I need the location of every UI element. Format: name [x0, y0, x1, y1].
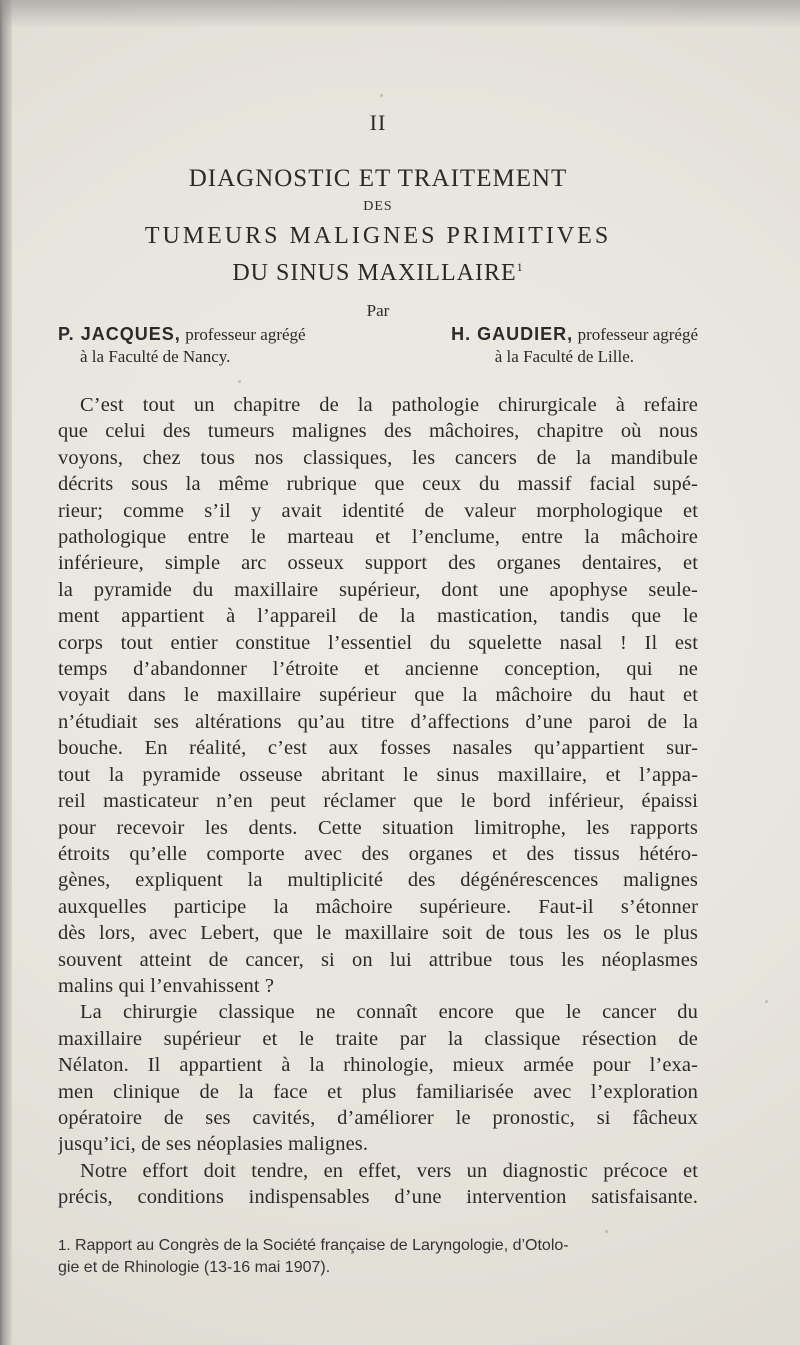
title-line-3-text: DU SINUS MAXILLAIRE — [232, 260, 517, 286]
body-line: temps d’abandonner l’étroite et ancienne conception, qui ne — [58, 658, 698, 681]
body-line: dès lors, avec Lebert, que le maxillaire soit de tous les os le plus — [58, 922, 698, 945]
body-line: gènes, expliquent la multiplicité des dégénérescences malignes — [58, 869, 698, 892]
body-line: malins qui l’envahissent ? — [58, 974, 275, 997]
body-line: jusqu’ici, de ses néoplasies malignes. — [58, 1133, 369, 1156]
body-line: Notre effort doit tendre, en effet, vers un diagnostic précoce et — [80, 1159, 698, 1182]
footnote-text-1: Rapport au Congrès de la Société française de Laryngologie, d’Otolo- — [74, 1236, 569, 1254]
footnote-line-2: gie et de Rhinologie (13-16 mai 1907). — [58, 1258, 331, 1276]
section-number: II — [369, 110, 387, 135]
body-line: opératoire de ses cavités, d’améliorer le pronostic, si fâcheux — [58, 1106, 698, 1129]
footnote-marker: 1 — [516, 260, 524, 274]
footnote — [58, 1235, 698, 1279]
author-2 — [451, 323, 698, 368]
author-2-faculty: à la Faculté de Lille. — [494, 347, 634, 366]
author-2-name: H. GAUDIER, — [451, 324, 574, 344]
body-line: rieur; comme s’il y avait identité de valeur morphologique et — [58, 499, 698, 522]
body-line: ment appartient à l’appareil de la mastication, tandis que le — [58, 605, 698, 628]
body-line: bouche. En réalité, c’est aux fosses nasales qu’appartient sur- — [58, 737, 698, 760]
by-label: Par — [366, 301, 390, 320]
paper-speck — [765, 1000, 768, 1003]
body-line: inférieure, simple arc osseux support des organes dentaires, et — [58, 552, 698, 575]
paper-speck — [380, 94, 383, 97]
body-line: C’est tout un chapitre de la pathologie chirurgicale à refaire — [80, 394, 698, 416]
body-line: Nélaton. Il appartient à la rhinologie, mieux armée pour l’exa- — [58, 1054, 698, 1077]
paper-speck — [605, 1230, 608, 1233]
body-line: corps tout entier constitue l’essentiel du squelette nasal ! Il est — [58, 631, 698, 654]
title-line-2: TUMEURS MALIGNES PRIMITIVES — [144, 223, 612, 249]
body-line: décrits sous la même rubrique que ceux du massif facial supé- — [58, 473, 698, 496]
title-line-1: DIAGNOSTIC ET TRAITEMENT — [188, 165, 568, 192]
body-line: pour recevoir les dents. Cette situation limitrophe, les rapports — [58, 816, 698, 839]
body-line: voyons, chez tous nos classiques, les cancers de la mandibule — [58, 446, 698, 469]
body-line: auxquelles participe la mâchoire supérieure. Faut-il s’étonner — [58, 895, 698, 918]
body-line: la pyramide du maxillaire supérieur, dont une apophyse seule- — [58, 578, 698, 601]
author-1-role: professeur agrégé — [185, 325, 306, 344]
paper-speck — [238, 380, 241, 383]
body-line: La chirurgie classique ne connaît encore que le cancer du — [80, 1001, 698, 1024]
body-line: précis, conditions indispensables d’une intervention satisfaisante. — [58, 1186, 698, 1209]
author-1-faculty: à la Faculté de Nancy. — [80, 347, 231, 366]
body-line: n’étudiait ses altérations qu’au titre d’affections d’une paroi de la — [58, 710, 698, 733]
body-line: voyait dans le maxillaire supérieur que la mâchoire du haut et — [58, 684, 698, 707]
page-content — [58, 110, 698, 1279]
body-line: men clinique de la face et plus familiarisée avec l’exploration — [58, 1080, 698, 1103]
title-des: DES — [363, 199, 393, 214]
body-line: reil masticateur n’en peut réclamer que le bord inférieur, épaissi — [58, 790, 698, 813]
body-text — [58, 392, 698, 1211]
author-1-name: P. JACQUES, — [58, 324, 181, 344]
footnote-line-1 — [58, 1235, 698, 1257]
author-1 — [58, 323, 306, 368]
body-line: maxillaire supérieur et le traite par la classique résection de — [58, 1027, 698, 1050]
title-line-3 — [58, 252, 698, 288]
page-gutter-shadow — [0, 0, 12, 1345]
body-line: souvent atteint de cancer, si on lui attribue tous les néoplasmes — [58, 948, 698, 971]
footnote-number: 1. — [58, 1236, 71, 1254]
body-line: étroits qu’elle comporte avec des organes et des tissus hétéro- — [58, 842, 698, 865]
authors — [58, 323, 698, 368]
body-line: que celui des tumeurs malignes des mâchoires, chapitre où nous — [58, 420, 698, 443]
page-top-shadow — [0, 0, 800, 28]
body-line: pathologique entre le marteau et l’enclume, entre la mâchoire — [58, 526, 698, 549]
author-2-role: professeur agrégé — [577, 325, 698, 344]
body-line: tout la pyramide osseuse abritant le sinus maxillaire, et l’appa- — [58, 763, 698, 786]
